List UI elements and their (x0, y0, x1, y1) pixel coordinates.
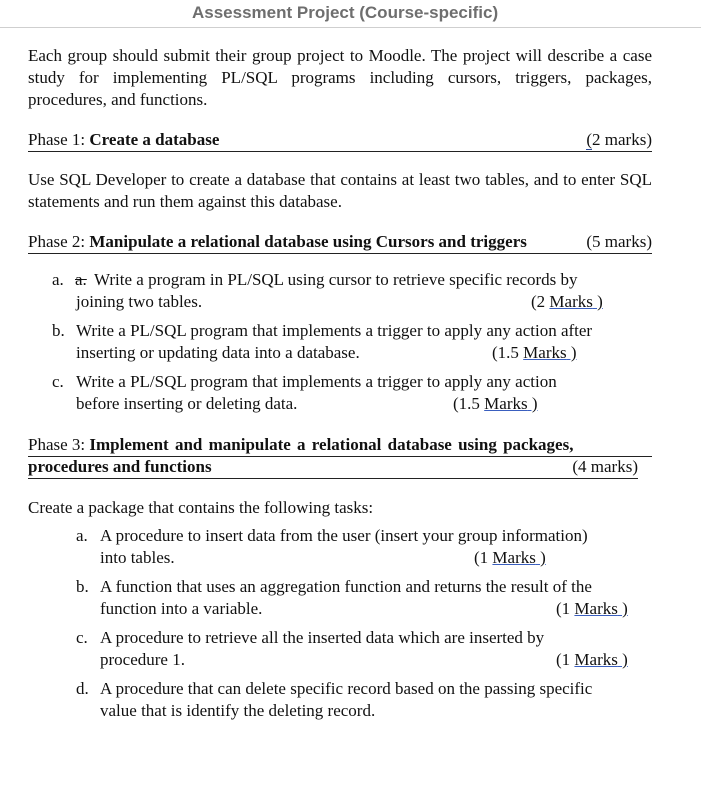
item-line2: value that is identify the deleting record. (100, 701, 376, 720)
phase3-prefix: Phase 3: (28, 435, 86, 454)
phase3-title-line2: procedures and functions (28, 457, 212, 476)
item-line2: procedure 1. (100, 650, 185, 669)
item-line1: A function that uses an aggregation function and returns the result of the (100, 577, 592, 596)
item-letter: b. (76, 577, 89, 596)
item-line1: A procedure to insert data from the user (insert your group information) (100, 526, 588, 545)
document-header (0, 0, 701, 28)
item-line1: A procedure to retrieve all the inserted data which are inserted by (100, 628, 545, 647)
item-line2: inserting or updating data into a database. (76, 343, 360, 362)
phase2-heading (28, 231, 652, 254)
phase3-description: Create a package that contains the following tasks: (28, 498, 374, 517)
phase2-prefix: Phase 2: (28, 232, 90, 251)
item-letter: a. (76, 526, 88, 545)
phase2-title: Manipulate a relational database using Cursors and triggers (89, 232, 527, 251)
item-letter: b. (52, 321, 65, 340)
item-line2: before inserting or deleting data. (76, 394, 298, 413)
item-letter: a. (52, 270, 64, 289)
item-line1: Write a PL/SQL program that implements a trigger to apply any action after (76, 321, 593, 340)
item-marks: (1 Marks ) (556, 650, 628, 669)
phase3-marks: (4 marks) (572, 457, 638, 476)
item-line2: into tables. (100, 548, 175, 567)
item-line2: function into a variable. (100, 599, 263, 618)
item-letter: c. (52, 372, 64, 391)
phase1-heading (28, 129, 652, 152)
item-marks: (1.5 Marks ) (492, 343, 577, 362)
phase1-description: Use SQL Developer to create a database that contains at least two tables, and to enter SQL statements and run them against this database. (28, 170, 652, 211)
phase3-heading-line2 (28, 456, 638, 479)
item-line1: Write a program in PL/SQL using cursor to retrieve specific records by (94, 270, 578, 289)
item-struck-letter: a. (75, 270, 87, 289)
phase3-heading-line1 (28, 434, 652, 457)
item-line1: A procedure that can delete specific record based on the passing specific (100, 679, 593, 698)
phase3-title-line1: Implement and manipulate a relational database using packages, (89, 435, 574, 454)
item-marks: (1.5 Marks ) (453, 394, 538, 413)
item-line1: Write a PL/SQL program that implements a trigger to apply any action (76, 372, 557, 391)
phase2-marks: (5 marks) (586, 232, 652, 251)
phase1-marks: (2 marks) (586, 130, 652, 149)
item-letter: d. (76, 679, 89, 698)
intro-paragraph: Each group should submit their group project to Moodle. The project will describe a case study for implementing PL/SQL programs including cursors, triggers, packages, procedures, and functions. (28, 46, 652, 109)
item-marks: (2 Marks ) (531, 292, 603, 311)
item-marks: (1 Marks ) (474, 548, 546, 567)
phase1-title: Create a database (89, 130, 220, 149)
phase1-prefix: Phase 1: (28, 130, 90, 149)
item-line2: joining two tables. (76, 292, 203, 311)
item-marks: (1 Marks ) (556, 599, 628, 618)
document-title: Assessment Project (Course-specific) (192, 3, 499, 22)
item-letter: c. (76, 628, 88, 647)
